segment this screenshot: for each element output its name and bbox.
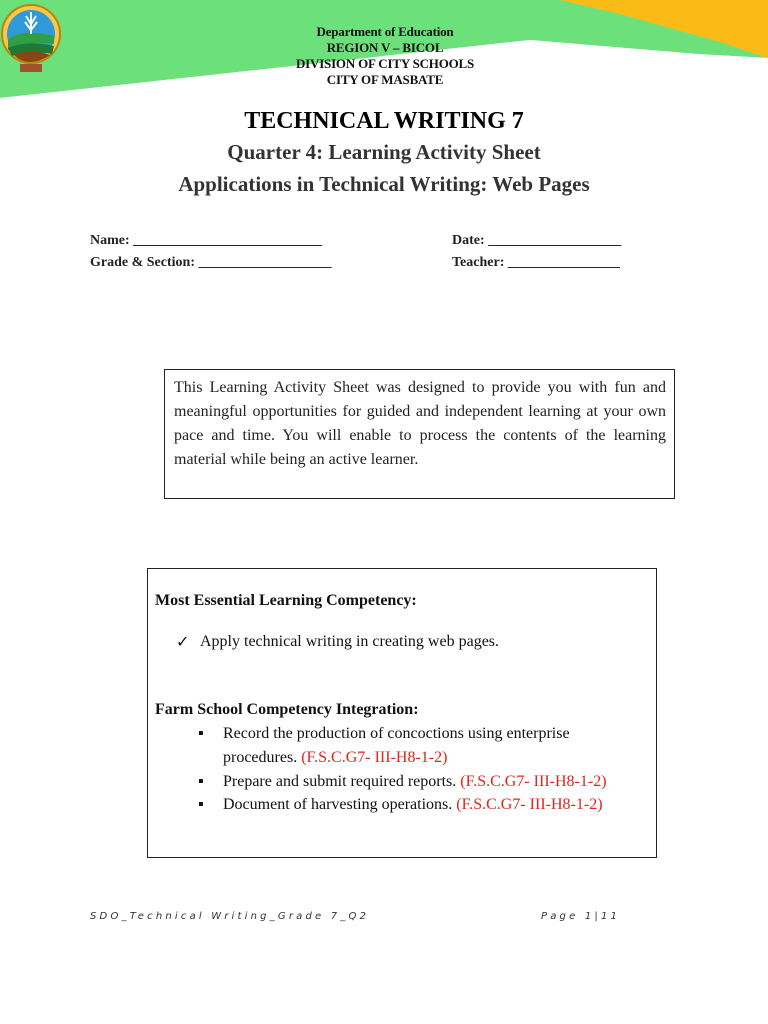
bullet-icon: ▪	[198, 796, 204, 813]
intro-text: This Learning Activity Sheet was designed to provide you with fun and meaningful opportunities for guided and independent learning at your own pace and time. You will enable to process the contents of the learning material while being an active learner.	[174, 379, 666, 468]
teacher-field[interactable]: Teacher: ________________	[452, 255, 620, 270]
header-agency-text	[260, 24, 510, 88]
document-subtitle-topic: Applications in Technical Writing: Web Pages	[178, 172, 590, 196]
grade-section-field[interactable]: Grade & Section: ___________________	[90, 255, 332, 270]
farm-item-3	[223, 796, 603, 814]
document-title: TECHNICAL WRITING 7	[244, 108, 524, 134]
melc-heading: Most Essential Learning Competency:	[155, 592, 417, 609]
farm-item-2-code: (F.S.C.G7- III-H8-1-2)	[460, 773, 607, 790]
intro-box	[164, 369, 675, 499]
competency-box	[147, 568, 657, 858]
page-header	[0, 0, 768, 98]
bullet-icon: ▪	[198, 725, 204, 742]
document-subtitle-quarter: Quarter 4: Learning Activity Sheet	[227, 140, 541, 164]
footer-page-number: Page 1|11	[541, 911, 621, 922]
farm-item-1-line1: Record the production of concoctions using enterprise	[223, 725, 570, 742]
bullet-icon: ▪	[198, 773, 204, 790]
checkmark-icon: ✓	[176, 634, 190, 651]
farm-item-1-code: (F.S.C.G7- III-H8-1-2)	[301, 749, 448, 766]
school-logo-icon	[0, 0, 62, 76]
header-line-region: REGION V – BICOL	[326, 40, 444, 55]
melc-item: Apply technical writing in creating web pages.	[200, 633, 500, 650]
farm-item-3-code: (F.S.C.G7- III-H8-1-2)	[456, 796, 603, 813]
name-field[interactable]: Name: ___________________________	[90, 233, 323, 248]
header-line-department: Department of Education	[316, 24, 454, 39]
farm-item-1-text: procedures.	[223, 749, 298, 766]
header-line-division: DIVISION OF CITY SCHOOLS	[295, 56, 475, 71]
farm-item-3-text: Document of harvesting operations.	[223, 796, 453, 813]
header-line-city: CITY OF MASBATE	[326, 72, 444, 87]
farm-item-2	[223, 773, 607, 791]
farm-heading: Farm School Competency Integration:	[155, 701, 419, 718]
footer-document-id: SDO_Technical Writing_Grade 7_Q2	[90, 911, 370, 922]
date-field[interactable]: Date: ___________________	[452, 233, 622, 248]
farm-item-1-line2	[223, 749, 447, 767]
farm-item-2-text: Prepare and submit required reports.	[223, 773, 457, 790]
